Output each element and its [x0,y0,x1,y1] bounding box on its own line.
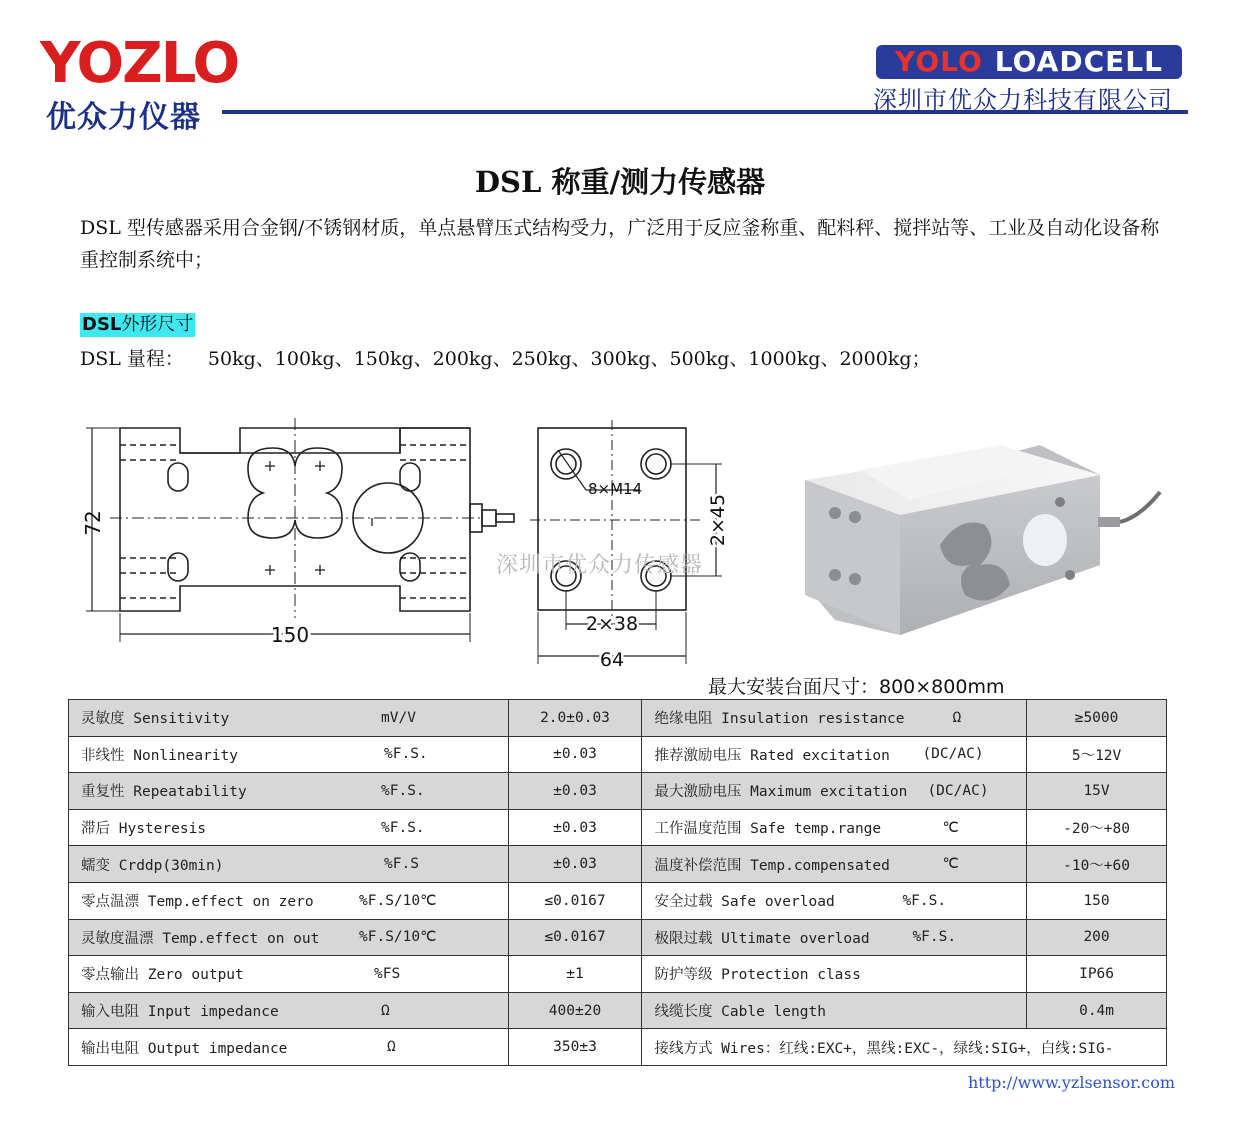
param-unit: ℃ [942,819,959,836]
param-name-cell [642,919,1027,956]
param-value: 2.0±0.03 [540,709,610,726]
param-name: 最大激励电压 Maximum excitation [654,784,908,801]
param-name: 输入电阻 Input impedance [81,1004,279,1021]
table-row [69,919,1167,956]
param-value-cell [508,1029,642,1066]
param-name: 非线性 Nonlinearity [81,747,238,764]
dim-150-label: 150 [270,623,310,647]
param-name-cell [642,700,1027,737]
brand-banner [876,45,1182,79]
param-value-cell [1027,956,1167,993]
param-value-cell [1027,809,1167,846]
param-name-cell [642,809,1027,846]
param-value-cell [508,846,642,883]
param-value: ≥5000 [1074,709,1119,726]
param-name-cell [642,882,1027,919]
param-unit: (DC/AC) [927,782,989,799]
param-name-cell [642,956,1027,993]
param-value: ≤0.0167 [544,892,606,909]
spec-table [68,699,1167,1066]
param-name: 推荐激励电压 Rated excitation [654,747,890,764]
page-title: DSL 称重/测力传感器 [474,165,766,199]
param-value: 5～12V [1071,747,1122,764]
param-name: 输出电阻 Output impedance [81,1040,288,1057]
param-value-cell [1027,773,1167,810]
param-value: -10～+60 [1063,857,1130,874]
param-value: 150 [1083,892,1110,909]
param-unit: (DC/AC) [922,746,984,763]
param-name: 滞后 Hysteresis [81,821,207,838]
param-value-cell [508,882,642,919]
param-unit: %F.S. [912,929,957,946]
param-value-cell [508,700,642,737]
wiring-cell [642,1029,1167,1066]
dim-2x38-label: 2×38 [585,613,639,635]
param-name-cell [69,992,509,1029]
param-value: ±1 [566,965,584,982]
param-name: 零点输出 Zero output [81,967,244,984]
company-logo: YOZLO [40,31,239,96]
capacity-values: 50kg、100kg、150kg、200kg、250kg、300kg、500kg、1000kg、2000kg； [207,348,931,370]
param-name: 温度补偿范围 Temp.compensated [654,857,890,874]
param-name-cell [69,919,509,956]
param-value: ±0.03 [553,856,597,873]
capacity-label: DSL 量程： [80,348,184,370]
param-value: -20～+80 [1063,821,1130,838]
side-view-drawing [80,418,530,650]
param-unit: Ω [952,709,962,726]
param-unit: %F.S. [902,892,947,909]
capacity-range [80,344,930,371]
brand-loadcell: LOADCELL [994,45,1163,78]
mount-size-note: 最大安装台面尺寸：800×800mm [708,676,1005,698]
table-row [69,992,1167,1029]
param-value: 0.4m [1079,1002,1115,1019]
param-name: 零点温漂 Temp.effect on zero [81,894,314,911]
param-name: 蠕变 Crddp(30min) [81,857,224,874]
param-value-cell [508,919,642,956]
table-row [69,773,1167,810]
brand-company-name: 深圳市优众力科技有限公司 [873,86,1173,114]
param-name-cell [69,846,509,883]
param-name-cell [69,956,509,993]
param-value-cell [508,773,642,810]
param-value-cell [1027,882,1167,919]
param-unit: ℃ [942,856,959,873]
dimension-heading-text: 外形尺寸 [121,314,194,335]
param-value-cell [1027,736,1167,773]
table-row [69,809,1167,846]
param-unit: Ω [387,1039,396,1056]
param-name: 绝缘电阻 Insulation resistance [654,711,905,728]
param-unit: %F.S. [381,819,425,836]
param-name-cell [642,773,1027,810]
table-row [69,956,1167,993]
param-name-cell [642,736,1027,773]
param-name: 防护等级 Protection class [654,967,861,984]
dim-2x45-label: 2×45 [707,493,729,547]
website-link[interactable]: http://www.yzlsensor.com [968,1073,1176,1092]
param-unit: %F.S. [381,782,425,799]
table-row [69,736,1167,773]
param-value: 350±3 [553,1039,597,1056]
watermark: 深圳市优众力传感器 [496,553,704,578]
param-unit: %FS [374,965,401,982]
end-view-drawing [530,420,730,672]
wiring-text: 接线方式 Wires：红线:EXC+，黑线:EXC-，绿线:SIG+，白线:SIG- [654,1040,1114,1057]
param-name: 安全过载 Safe overload [654,894,835,911]
param-value: ±0.03 [553,746,597,763]
param-name-cell [69,1029,509,1066]
param-value: ±0.03 [553,819,597,836]
param-name-cell [642,846,1027,883]
param-value: 200 [1083,929,1110,946]
param-value: ±0.03 [553,782,597,799]
intro-paragraph: DSL 型传感器采用合金钢/不锈钢材质，单点悬臂压式结构受力，广泛用于反应釜称重、配料秤、搅拌站等、工业及自动化设备称重控制系统中； [80,217,1160,271]
param-name: 极限过载 Ultimate overload [654,930,870,947]
param-name: 工作温度范围 Safe temp.range [654,821,882,838]
param-name: 灵敏度 Sensitivity [81,711,230,728]
product-photo [800,445,1170,645]
dimension-heading-code: DSL [82,314,122,335]
param-unit: %F.S/10℃ [359,929,437,946]
dim-64-label: 64 [599,649,625,671]
param-value-cell [1027,992,1167,1029]
dim-8xm14-label: 8×M14 [588,480,643,498]
param-value-cell [508,992,642,1029]
param-name-cell [69,736,509,773]
param-name-cell [69,700,509,737]
param-name-cell [69,882,509,919]
param-value-cell [508,809,642,846]
param-name-cell [642,992,1027,1029]
table-row [69,1029,1167,1066]
param-name-cell [69,773,509,810]
param-unit: Ω [381,1002,390,1019]
param-unit: %F.S [384,856,419,873]
dimension-heading [80,313,195,337]
param-unit: %F.S. [384,746,428,763]
param-value-cell [508,736,642,773]
table-row [69,882,1167,919]
param-value-cell [508,956,642,993]
param-value-cell [1027,846,1167,883]
param-value: 400±20 [548,1002,602,1019]
param-value: IP66 [1079,965,1115,982]
param-value-cell [1027,700,1167,737]
param-name-cell [69,809,509,846]
brand-yolo: YOLO [895,45,983,78]
param-value: 15V [1083,782,1110,799]
table-row [69,846,1167,883]
company-logo-subtitle: 优众力仪器 [46,100,201,135]
param-name: 线缆长度 Cable length [654,1004,826,1021]
table-row [69,700,1167,737]
param-name: 重复性 Repeatability [81,784,247,801]
param-value: ≤0.0167 [544,929,606,946]
param-name: 灵敏度温漂 Temp.effect on out [81,930,320,947]
param-unit: %F.S/10℃ [359,892,437,909]
param-value-cell [1027,919,1167,956]
param-unit: mV/V [381,709,416,726]
dim-72-label: 72 [81,510,105,536]
